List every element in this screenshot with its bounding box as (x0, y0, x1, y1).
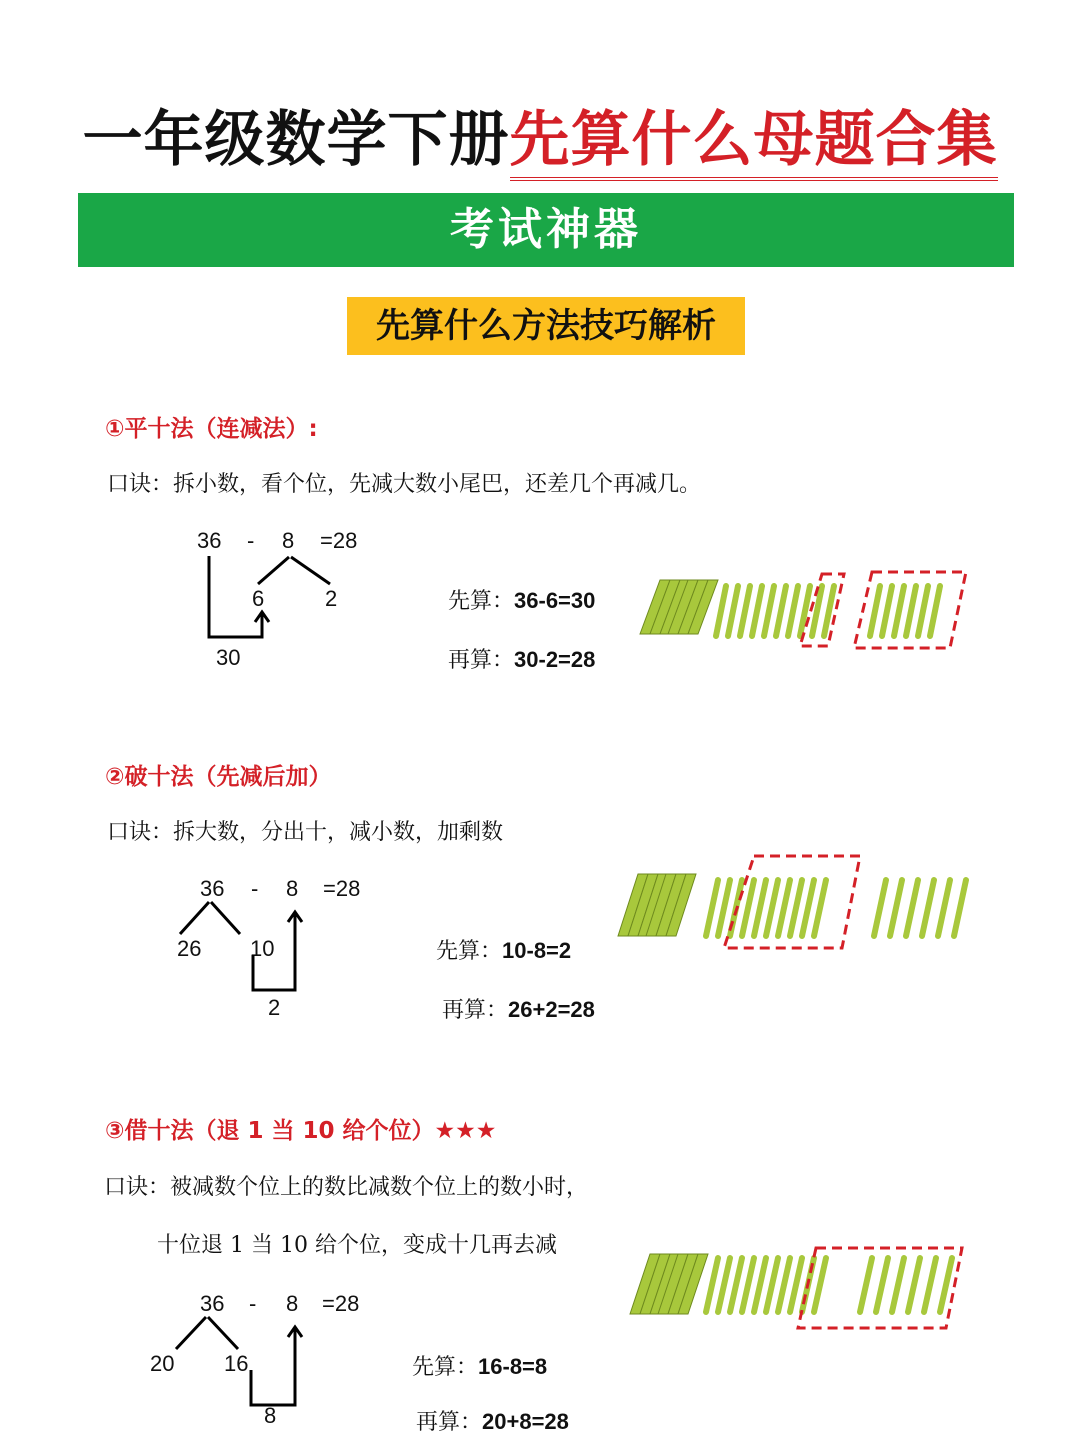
section-1-heading: ①平十法（连减法）: (105, 416, 318, 442)
s1-step2: 再算：30-2=28 (448, 647, 596, 673)
title-black: 一年级数学下册 (82, 105, 510, 175)
counting-sticks-icon (626, 1240, 971, 1336)
s1-subtrahend: 8 (282, 528, 295, 553)
s1-step1: 先算：36-6=30 (448, 588, 596, 614)
section-3-rhyme-2: 十位退 1 当 10 给个位，变成十几再去减 (157, 1233, 557, 1258)
s1-bottom: 30 (216, 645, 241, 670)
s1-split-b: 2 (325, 586, 338, 611)
s3-minus: - (249, 1291, 257, 1316)
s3-split-a: 20 (150, 1351, 175, 1376)
s2-result: =28 (323, 876, 361, 901)
s2-split-b: 10 (250, 936, 275, 961)
s2-step2: 再算：26+2=28 (442, 997, 595, 1023)
s1-result: =28 (320, 528, 358, 553)
section-2-rhyme: 口诀：拆大数，分出十，减小数，加剩数 (107, 820, 504, 845)
s1-minus: - (247, 528, 255, 553)
subtitle: 先算什么方法技巧解析 (347, 297, 745, 355)
s3-bottom: 8 (264, 1403, 277, 1428)
banner: 考试神器 (78, 193, 1014, 267)
s2-subtrahend: 8 (286, 876, 299, 901)
s2-bottom: 2 (268, 995, 281, 1020)
title-red: 先算什么母题合集 (510, 105, 998, 181)
s2-step1: 先算：10-8=2 (436, 938, 572, 964)
section-2-heading: ②破十法（先减后加） (105, 764, 332, 790)
s2-minus: - (251, 876, 259, 901)
s3-step1: 先算：16-8=8 (412, 1354, 548, 1380)
section-1-rhyme: 口诀：拆小数，看个位，先减大数小尾巴，还差几个再减几。 (107, 472, 702, 497)
s3-split-b: 16 (224, 1351, 249, 1376)
section-3-heading: ③借十法（退 1 当 10 给个位）★★★ (105, 1118, 497, 1144)
s3-result: =28 (322, 1291, 360, 1316)
section-3-rhyme: 口诀：被减数个位上的数比减数个位上的数小时， (104, 1175, 589, 1200)
s1-minuend: 36 (197, 528, 222, 553)
s2-minuend: 36 (200, 876, 225, 901)
s3-subtrahend: 8 (286, 1291, 299, 1316)
s3-minuend: 36 (200, 1291, 225, 1316)
s1-split-a: 6 (252, 586, 265, 611)
s2-split-a: 26 (177, 936, 202, 961)
s3-step2: 再算：20+8=28 (416, 1409, 569, 1435)
